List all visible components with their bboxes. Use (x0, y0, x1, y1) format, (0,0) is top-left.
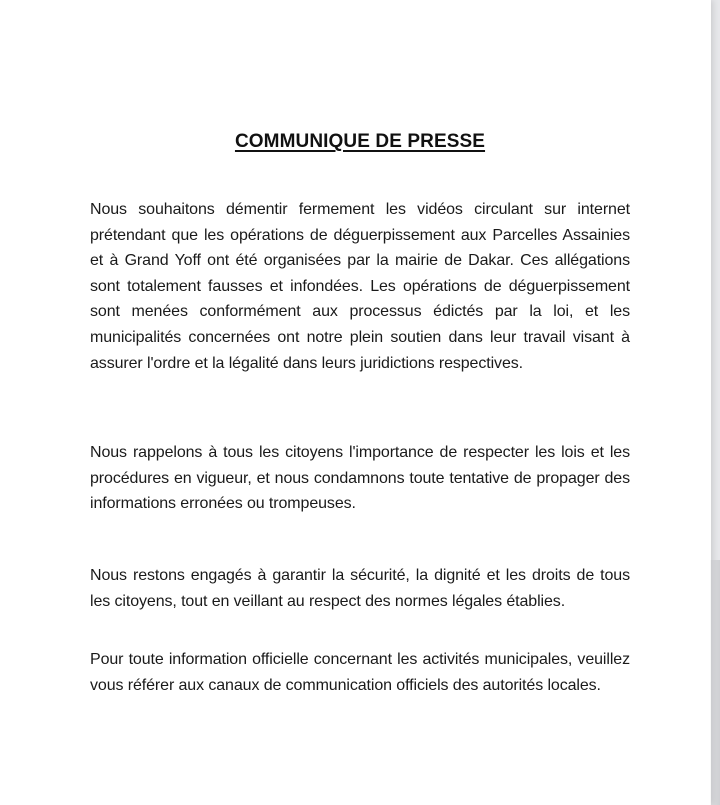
paragraph-2: Nous rappelons à tous les citoyens l'importance de respecter les lois et les procédures en vigueur, et nous condamnons toute tentative de propager des informations erronées ou trompeuses. (90, 444, 630, 513)
paragraph-3: Nous restons engagés à garantir la sécurité, la dignité et les droits de tous les citoyens, tout en veillant au respect des normes légales établies. (90, 567, 630, 610)
paragraph-4: Pour toute information officielle concernant les activités municipales, veuillez vous référer aux canaux de communication officiels des autorités locales. (90, 651, 630, 694)
paragraph-1: Nous souhaitons démentir fermement les vidéos circulant sur internet prétendant que les opérations de déguerpissement aux Parcelles Assainies et à Grand Yoff ont été organisées par la mairie de Dakar. Ces allégations sont totalement fausses et infondées. Les opérations de déguerpissement sont menées conformément aux processus édictés par la loi, et les municipalités concernées ont notre plein soutien dans leur travail visant à assurer l'ordre et la légalité dans leurs juridictions respectives. (90, 201, 630, 372)
page-edge-shadow (710, 560, 720, 805)
document-title: COMMUNIQUE DE PRESSE (234, 131, 486, 152)
